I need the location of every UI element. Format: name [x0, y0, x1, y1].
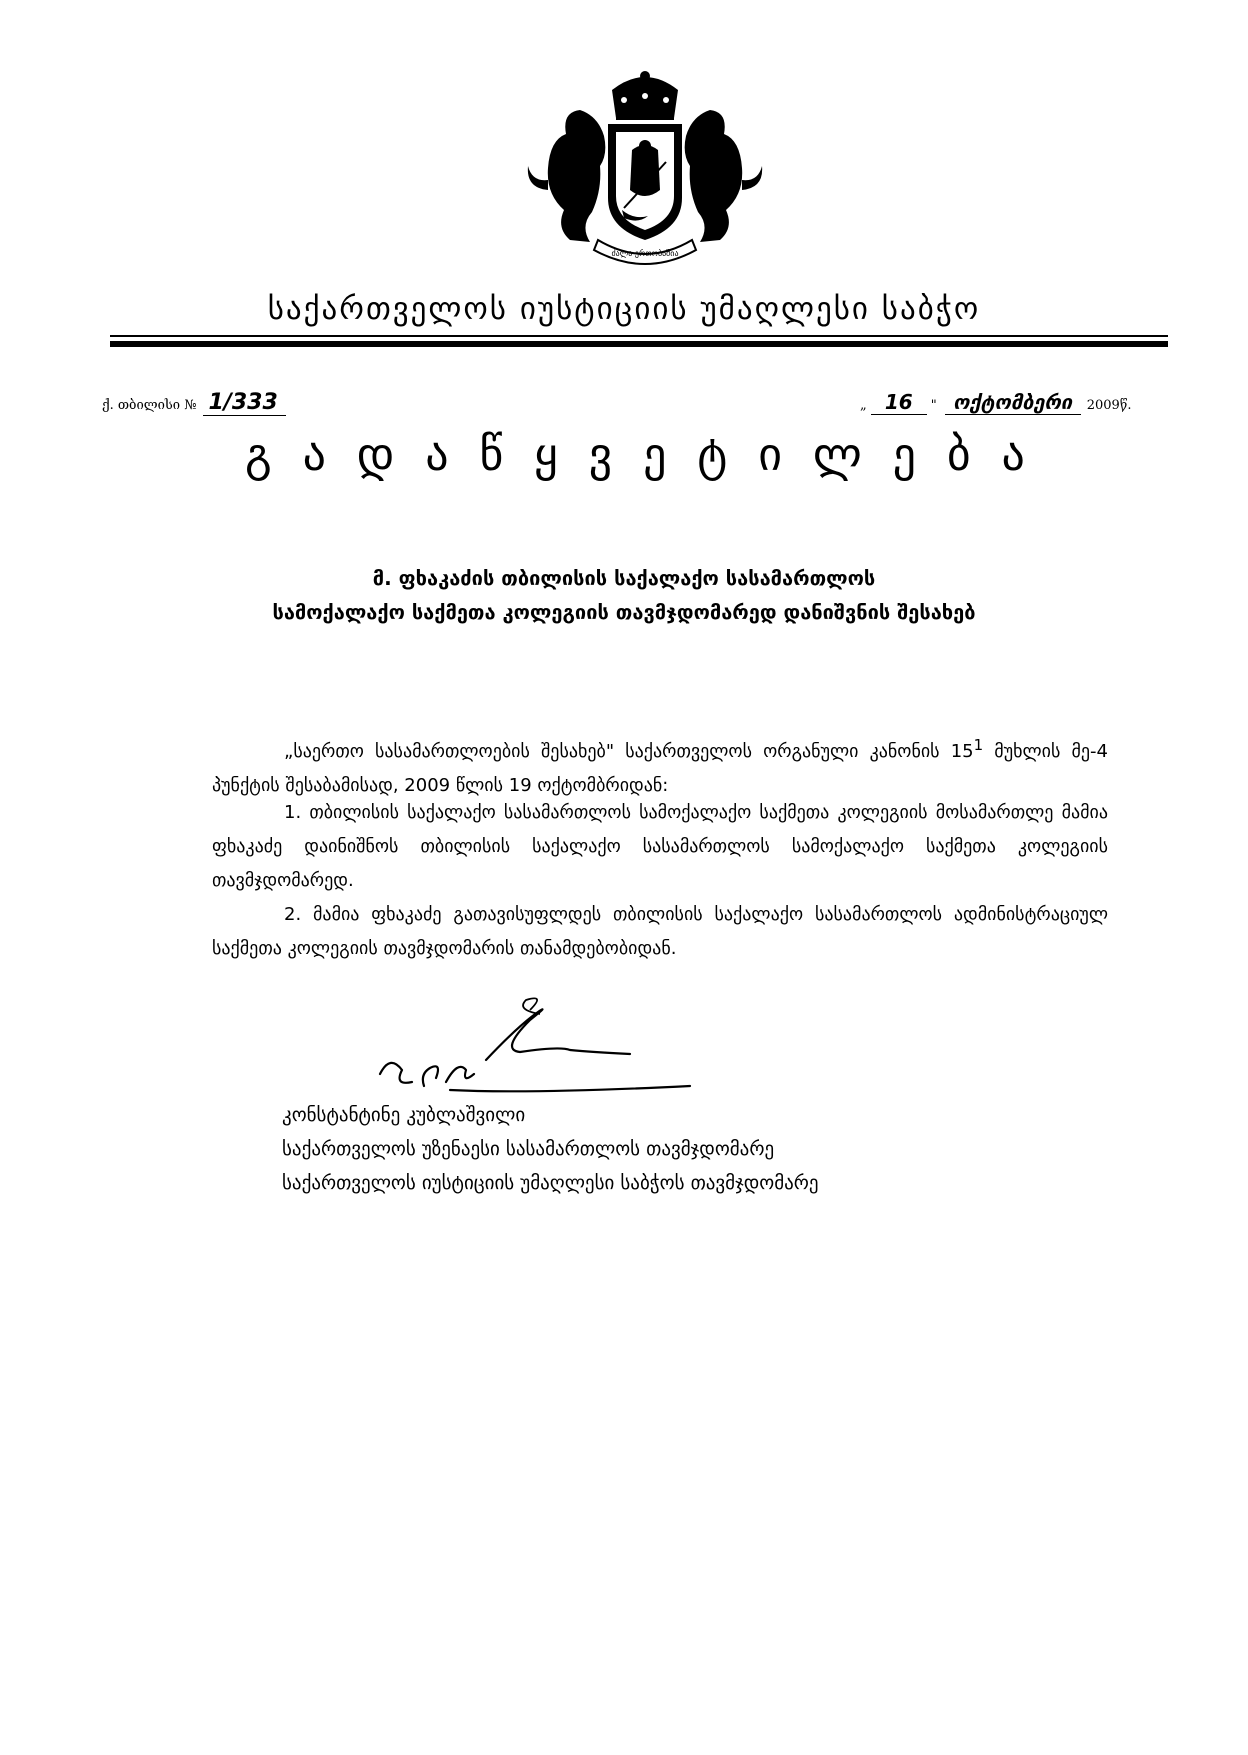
- date-year: 2009წ.: [1086, 398, 1132, 413]
- title-letter: წ: [479, 427, 504, 481]
- title-letter: ტ: [697, 427, 728, 481]
- coat-of-arms-emblem: [520, 70, 770, 270]
- decision-item-2: 2. მამია ფხაკაძე გათავისუფლდეს თბილისის საქალაქო სასამართლოს ადმინისტრაციულ საქმეთა კოლეგიის თავმჯდომარის თანამდებობიდან.: [212, 904, 1108, 959]
- subject-line-2: სამოქალაქო საქმეთა კოლეგიის თავმჯდომარედ დანიშვნის შესახებ: [272, 600, 976, 624]
- crown-icon: [612, 71, 678, 120]
- document-title: [245, 424, 1025, 484]
- title-letter: ვ: [588, 427, 613, 481]
- date-month: ოქტომბერი: [945, 390, 1081, 415]
- date-open-quote: „: [860, 398, 867, 413]
- header-divider-thick: [110, 341, 1168, 347]
- document-date-line: [860, 390, 1132, 415]
- title-letter: ა: [1001, 427, 1025, 481]
- article-superscript: 1: [973, 736, 984, 754]
- title-letter: გ: [245, 427, 272, 481]
- title-letter: დ: [356, 427, 395, 481]
- preamble-text-b: მუხლის მე-4 პუნქტის შესაბამისად, 2009 წლის 19 ოქტომბრიდან:: [212, 741, 1108, 796]
- left-lion-icon: [548, 110, 606, 242]
- document-number-line: [102, 390, 286, 416]
- title-letter: ი: [758, 427, 783, 481]
- title-letter: ე: [643, 427, 667, 481]
- decision-item-1: 1. თბილისის საქალაქო სასამართლოს სამოქალაქო საქმეთა კოლეგიის მოსამართლე მამია ფხაკაძე დაინიშნოს თბილისის საქალაქო სასამართლოს სამოქალაქო საქმეთა კოლეგიის თავმჯდომარედ.: [212, 802, 1108, 891]
- header-divider-thin: [110, 335, 1168, 337]
- preamble-paragraph: [212, 728, 1108, 803]
- title-letter: ბ: [946, 427, 971, 481]
- handwritten-signature-icon: [350, 990, 710, 1110]
- date-day: 16: [871, 390, 927, 415]
- institution-heading: საქართველოს იუსტიციის უმაღლესი საბჭო: [267, 291, 981, 327]
- date-close-quote: ": [930, 398, 937, 413]
- svg-text:ძალა ერთობაშია: ძალა ერთობაშია: [611, 249, 679, 258]
- title-letter: ა: [425, 427, 449, 481]
- article-number: 15: [950, 741, 974, 762]
- title-letter: ე: [892, 427, 917, 481]
- signer-name: კონსტანტინე კუბლაშვილი: [282, 1104, 526, 1126]
- document-number: 1/333: [203, 390, 286, 416]
- right-lion-icon: [685, 110, 743, 242]
- subject-line-1: მ. ფხაკაძის თბილისის საქალაქო სასამართლოს: [372, 566, 876, 590]
- title-letter: ლ: [812, 427, 862, 481]
- preamble-text-a: „საერთო სასამართლოების შესახებ" საქართველოს ორგანული კანონის: [284, 741, 940, 762]
- title-letter: ა: [302, 427, 326, 481]
- signer-role-supreme-court: საქართველოს უზენაესი სასამართლოს თავმჯდომარე: [282, 1138, 775, 1160]
- number-label: ქ. თბილისი №: [102, 398, 197, 413]
- title-letter: ყ: [534, 427, 558, 481]
- signer-role-high-council: საქართველოს იუსტიციის უმაღლესი საბჭოს თავმჯდომარე: [282, 1172, 819, 1194]
